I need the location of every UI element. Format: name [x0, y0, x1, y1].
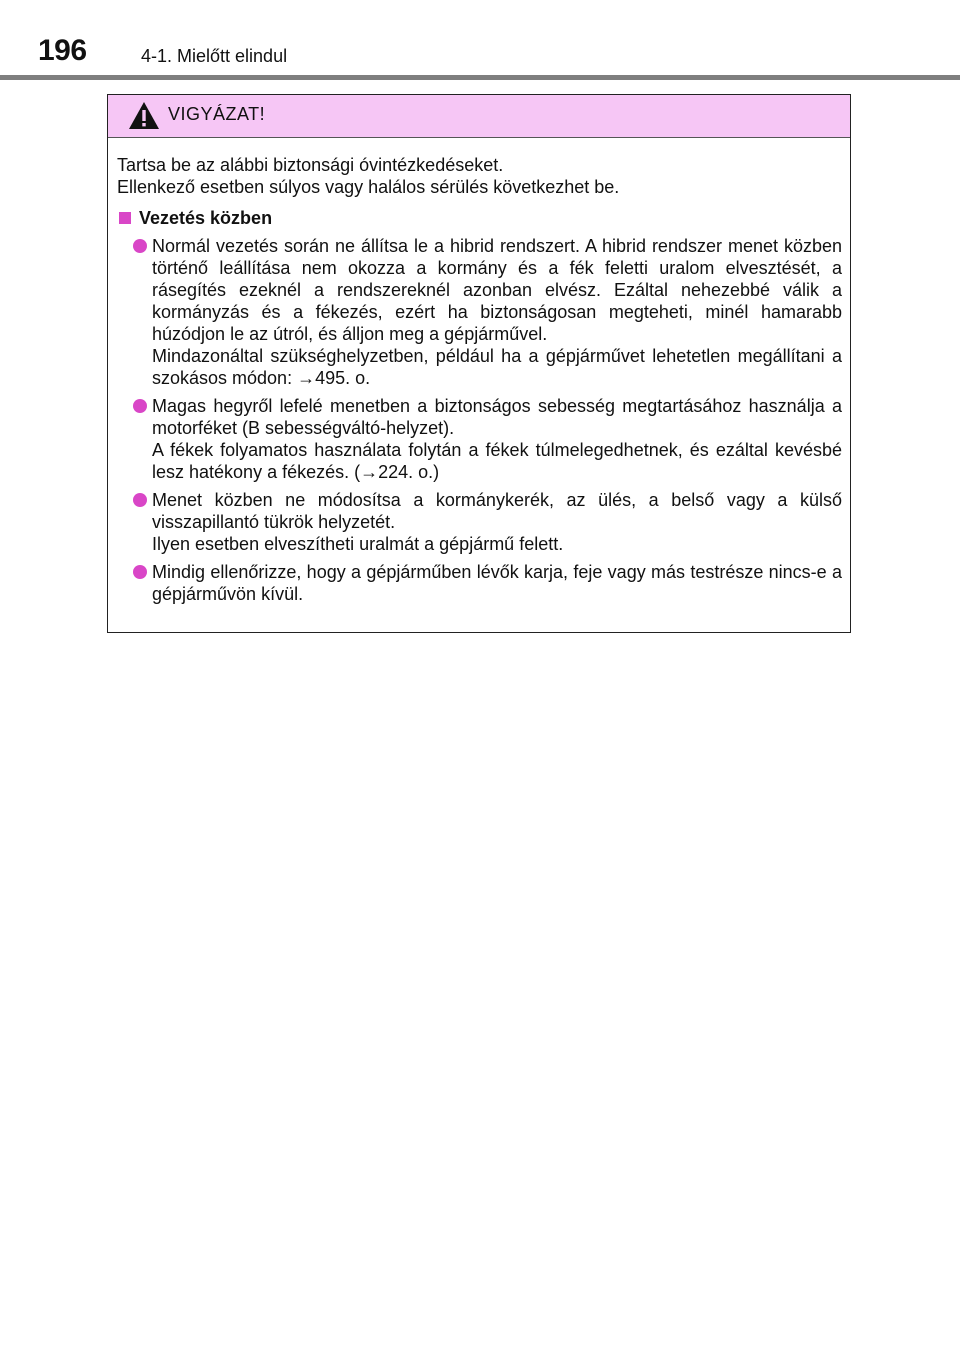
list-item: [117, 489, 842, 555]
circle-bullet-icon: [133, 399, 147, 413]
circle-bullet-icon: [133, 565, 147, 579]
circle-bullet-icon: [133, 239, 147, 253]
warning-box: [107, 94, 851, 633]
list-item: [117, 235, 842, 389]
header-divider: [0, 75, 960, 80]
intro-line: Tartsa be az alábbi biztonsági óvintézkedéseket.: [117, 155, 504, 175]
warning-triangle-icon: [128, 101, 160, 130]
list-item-text: Ilyen esetben elveszítheti uralmát a gépjármű felett.: [152, 534, 564, 554]
warning-header: [108, 95, 850, 138]
subheading: [117, 207, 842, 229]
list-item-text: Mindazonáltal szükséghelyzetben, például ha a gépjárművet lehetetlen megállítani a szokásos módon: →495. o.: [152, 346, 842, 388]
circle-bullet-icon: [133, 493, 147, 507]
list-item: [117, 561, 842, 605]
warning-title: VIGYÁZAT!: [168, 104, 266, 124]
list-item-text: A fékek folyamatos használata folytán a fékek túlmelegedhetnek, és ezáltal kevésbé lesz hatékony a fékezés. (→224. o.): [152, 440, 842, 482]
list-item: [117, 395, 842, 483]
list-item-text: Normál vezetés során ne állítsa le a hibrid rendszert. A hibrid rendszer menet közben történő leállítása nem okozza a kormány és a fék feletti uralom elvesztését, a rásegítés ezeknél a rendszereknél azonban elvész. Ezáltal nehezebbé válik a kormányzás és a fékezés, ezért ha biztonságosan megteheti, minél hamarabb húzódjon le az útról, és álljon meg a gépjárművel.: [152, 236, 842, 344]
warning-intro: [117, 154, 842, 198]
subheading-text: Vezetés közben: [139, 208, 273, 228]
square-bullet-icon: [119, 212, 131, 224]
section-title: 4-1. Mielőtt elindul: [141, 46, 288, 66]
list-item-text: Menet közben ne módosítsa a kormánykerék, az ülés, a belső vagy a külső visszapillantó tükrök helyzetét.: [152, 490, 842, 532]
list-item-text: Magas hegyről lefelé menetben a biztonságos sebesség megtartásához használja a motorféket (B sebességváltó-helyzet).: [152, 396, 842, 438]
page-number: 196: [38, 34, 87, 67]
warning-body: [108, 138, 850, 605]
list-item-text: Mindig ellenőrizze, hogy a gépjárműben lévők karja, feje vagy más testrésze nincs-e a gépjárművön kívül.: [152, 562, 842, 604]
intro-line: Ellenkező esetben súlyos vagy halálos sérülés következhet be.: [117, 177, 620, 197]
page-header: [0, 0, 960, 80]
